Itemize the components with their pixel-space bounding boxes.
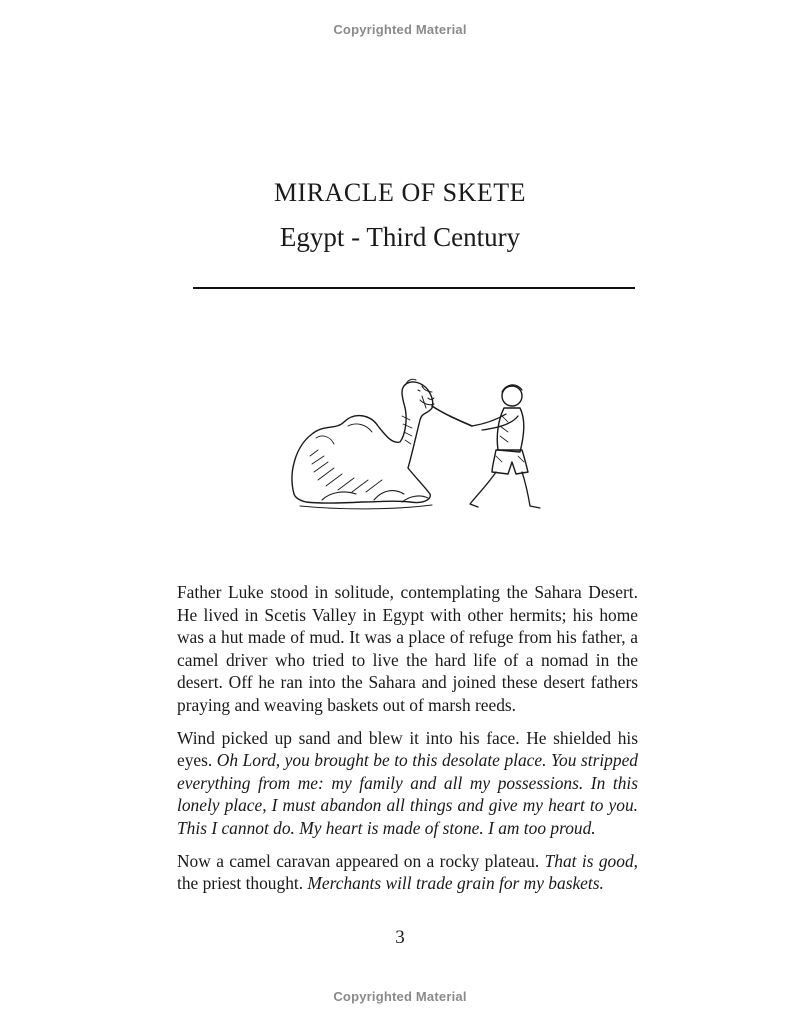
boy-legs [470, 472, 540, 508]
text-segment: , the priest thought. [177, 850, 638, 894]
text-segment: Father Luke stood in solitude, contemplating the Sahara Desert. He lived in Scetis Valley in Egypt with other hermits; his home was a hut made of mud. It was a place of refuge from his father, a camel driver who tried to live the hard life of a nomad in the desert. Off he ran into the Sahara and joined these desert fathers praying and weaving baskets out of marsh reeds. [177, 582, 638, 715]
body-paragraph [177, 581, 638, 717]
copyright-watermark-top: Copyrighted Material [333, 22, 467, 37]
text-segment: Now a camel caravan appeared on a rocky plateau. [177, 850, 545, 871]
italic-text-segment: Merchants will trade grain for my baskets. [307, 873, 604, 894]
copyright-watermark-bottom: Copyrighted Material [333, 989, 467, 1004]
boy-torso [497, 408, 524, 452]
italic-text-segment: That is good [544, 850, 634, 871]
body-text [177, 581, 638, 905]
camel-and-boy-illustration [282, 376, 552, 521]
page-number: 3 [395, 927, 405, 948]
chapter-subtitle: Egypt - Third Century [279, 222, 521, 252]
italic-text-segment: Oh Lord, you brought be to this desolate place. You stripped everything from me: my family and all my possessions. In this lonely place, I must abandon all things and give my heart to you. This I cannot do. My heart is made of stone. I am too proud. [177, 750, 638, 838]
boy-head [502, 386, 522, 406]
camel-hump-shading [310, 424, 382, 492]
body-paragraph [177, 850, 638, 895]
title-divider [193, 287, 635, 289]
boy-shorts [492, 450, 528, 474]
chapter-title: MIRACLE OF SKETE [273, 178, 527, 207]
camel-folded-legs [322, 491, 428, 502]
text-segment: Wind picked up sand and blew it into his face. He shielded his eyes. [177, 727, 638, 771]
ground-hatching [300, 505, 432, 509]
camel-body [292, 382, 433, 503]
camel-neck-hatching [402, 416, 412, 444]
body-paragraph [177, 727, 638, 840]
rope [432, 406, 472, 426]
boy-arms [472, 414, 518, 430]
